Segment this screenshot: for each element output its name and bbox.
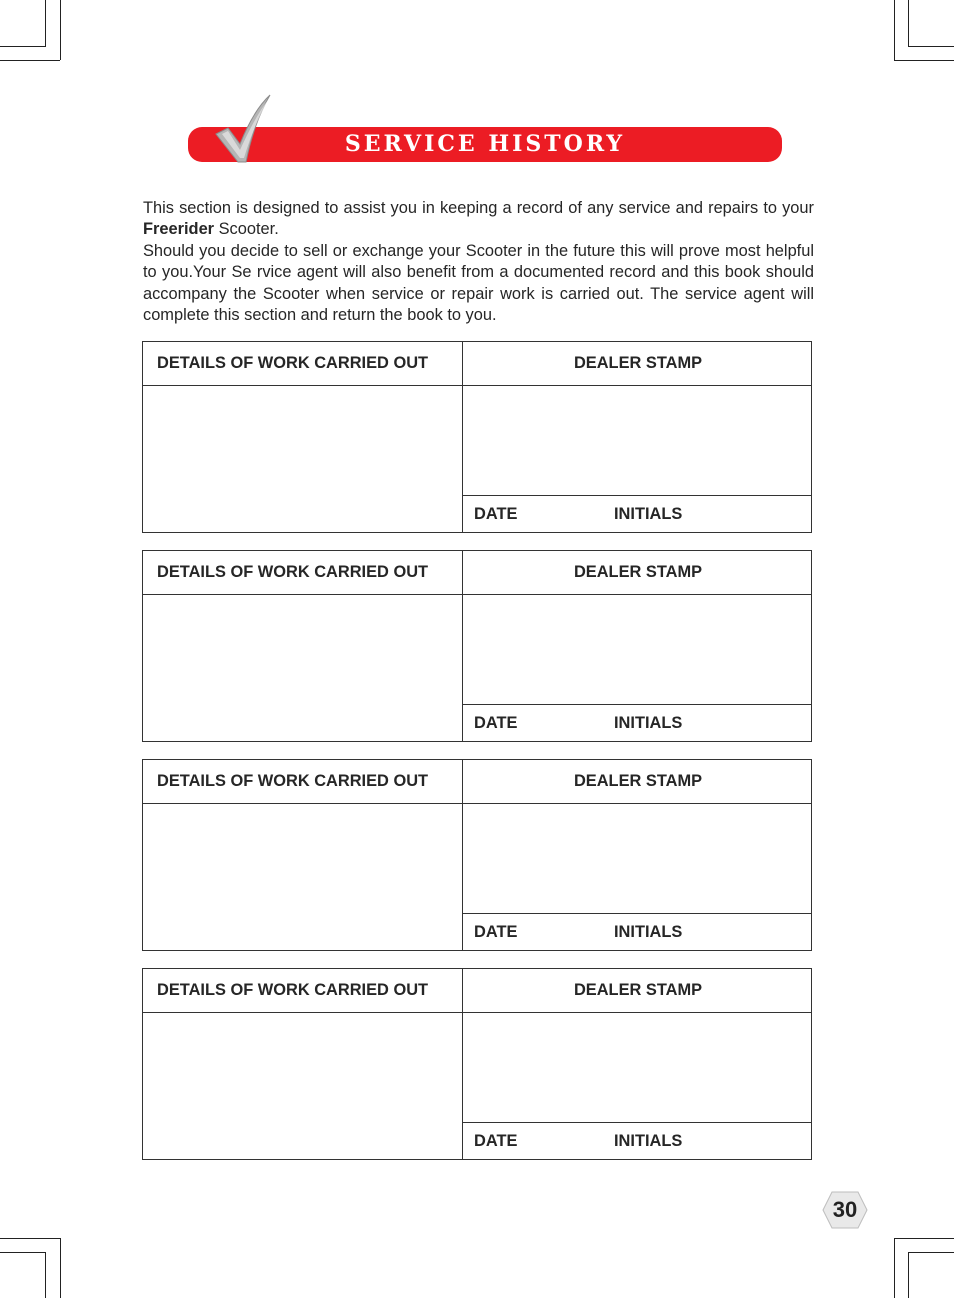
dealer-stamp-header: DEALER STAMP	[573, 563, 703, 581]
details-header: DETAILS OF WORK CARRIED OUT	[157, 563, 429, 581]
initials-label: INITIALS	[614, 923, 683, 941]
details-header: DETAILS OF WORK CARRIED OUT	[157, 772, 429, 790]
date-label: DATE	[474, 714, 518, 732]
page-title: SERVICE HISTORY	[344, 131, 626, 157]
initials-label: INITIALS	[614, 714, 683, 732]
dealer-stamp-header: DEALER STAMP	[573, 981, 703, 999]
service-record-3	[142, 759, 812, 951]
date-label: DATE	[474, 923, 518, 941]
initials-label: INITIALS	[614, 1132, 683, 1150]
service-record-4	[142, 968, 812, 1160]
service-record-1	[142, 341, 812, 533]
details-header: DETAILS OF WORK CARRIED OUT	[157, 354, 429, 372]
checkmark-icon	[214, 92, 276, 166]
dealer-stamp-header: DEALER STAMP	[573, 772, 703, 790]
title-banner	[188, 127, 782, 162]
page-number: 30	[832, 1197, 858, 1222]
intro-paragraph-1: This section is designed to assist you in keeping a record of any service and repairs to your Freerider Scooter.	[143, 199, 814, 239]
service-record-2	[142, 550, 812, 742]
initials-label: INITIALS	[614, 505, 683, 523]
date-label: DATE	[474, 505, 518, 523]
intro-paragraph-2: Should you decide to sell or exchange your Scooter in the future this will prove most helpful to you.Your Se rvice agent will also benefit from a documented record and this book should accompany the Scooter when service or repair work is carried out. The service agent will complete this section and return the book to you.	[143, 241, 814, 325]
date-label: DATE	[474, 1132, 518, 1150]
page-number-badge	[822, 1191, 868, 1229]
intro-text	[143, 198, 814, 326]
dealer-stamp-header: DEALER STAMP	[573, 354, 703, 372]
brand-name: Freerider	[143, 220, 215, 239]
details-header: DETAILS OF WORK CARRIED OUT	[157, 981, 429, 999]
